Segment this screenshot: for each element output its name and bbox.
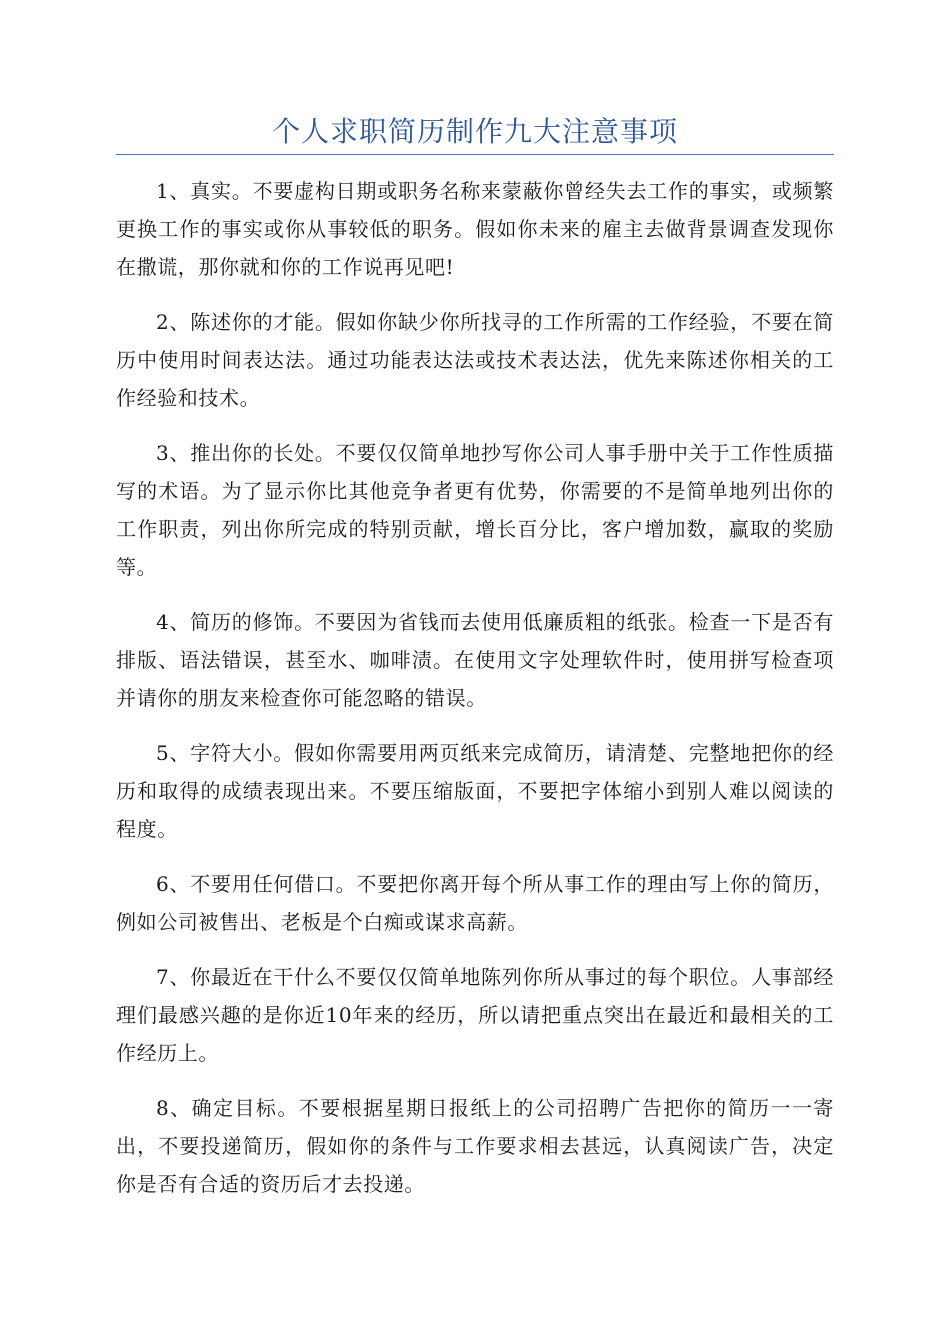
title-underline [116, 154, 834, 155]
paragraph-6: 6、不要用任何借口。不要把你离开每个所从事工作的理由写上你的简历，例如公司被售出、老板是个白痴或谋求高薪。 [116, 872, 834, 934]
page-title: 个人求职简历制作九大注意事项 [271, 115, 678, 148]
paragraph-5: 5、字符大小。假如你需要用两页纸来完成简历，请清楚、完整地把你的经历和取得的成绩表现出来。不要压缩版面，不要把字体缩小到别人难以阅读的程度。 [116, 741, 834, 841]
paragraph-1: 1、真实。不要虚构日期或职务名称来蒙蔽你曾经失去工作的事实，或频繁更换工作的事实或你从事较低的职务。假如你未来的雇主去做背景调查发现你在撒谎，那你就和你的工作说再见吧! [116, 179, 834, 279]
document-body [116, 172, 834, 1220]
paragraph-3: 3、推出你的长处。不要仅仅简单地抄写你公司人事手册中关于工作性质描写的术语。为了显示你比其他竞争者更有优势，你需要的不是简单地列出你的工作职责，列出你所完成的特别贡献，增长百分比，客户增加数，赢取的奖励等。 [116, 441, 834, 579]
paragraph-8: 8、确定目标。不要根据星期日报纸上的公司招聘广告把你的简历一一寄出，不要投递简历，假如你的条件与工作要求相去甚远，认真阅读广告，决定你是否有合适的资历后才去投递。 [116, 1096, 834, 1196]
paragraph-4: 4、简历的修饰。不要因为省钱而去使用低廉质粗的纸张。检查一下是否有排版、语法错误，甚至水、咖啡渍。在使用文字处理软件时，使用拼写检查项并请你的朋友来检查你可能忽略的错误。 [116, 610, 834, 710]
paragraph-7: 7、你最近在干什么不要仅仅简单地陈列你所从事过的每个职位。人事部经理们最感兴趣的是你近10年来的经历，所以请把重点突出在最近和最相关的工作经历上。 [116, 965, 834, 1065]
paragraph-2: 2、陈述你的才能。假如你缺少你所找寻的工作所需的工作经验，不要在简历中使用时间表达法。通过功能表达法或技术表达法，优先来陈述你相关的工作经验和技术。 [116, 310, 834, 410]
